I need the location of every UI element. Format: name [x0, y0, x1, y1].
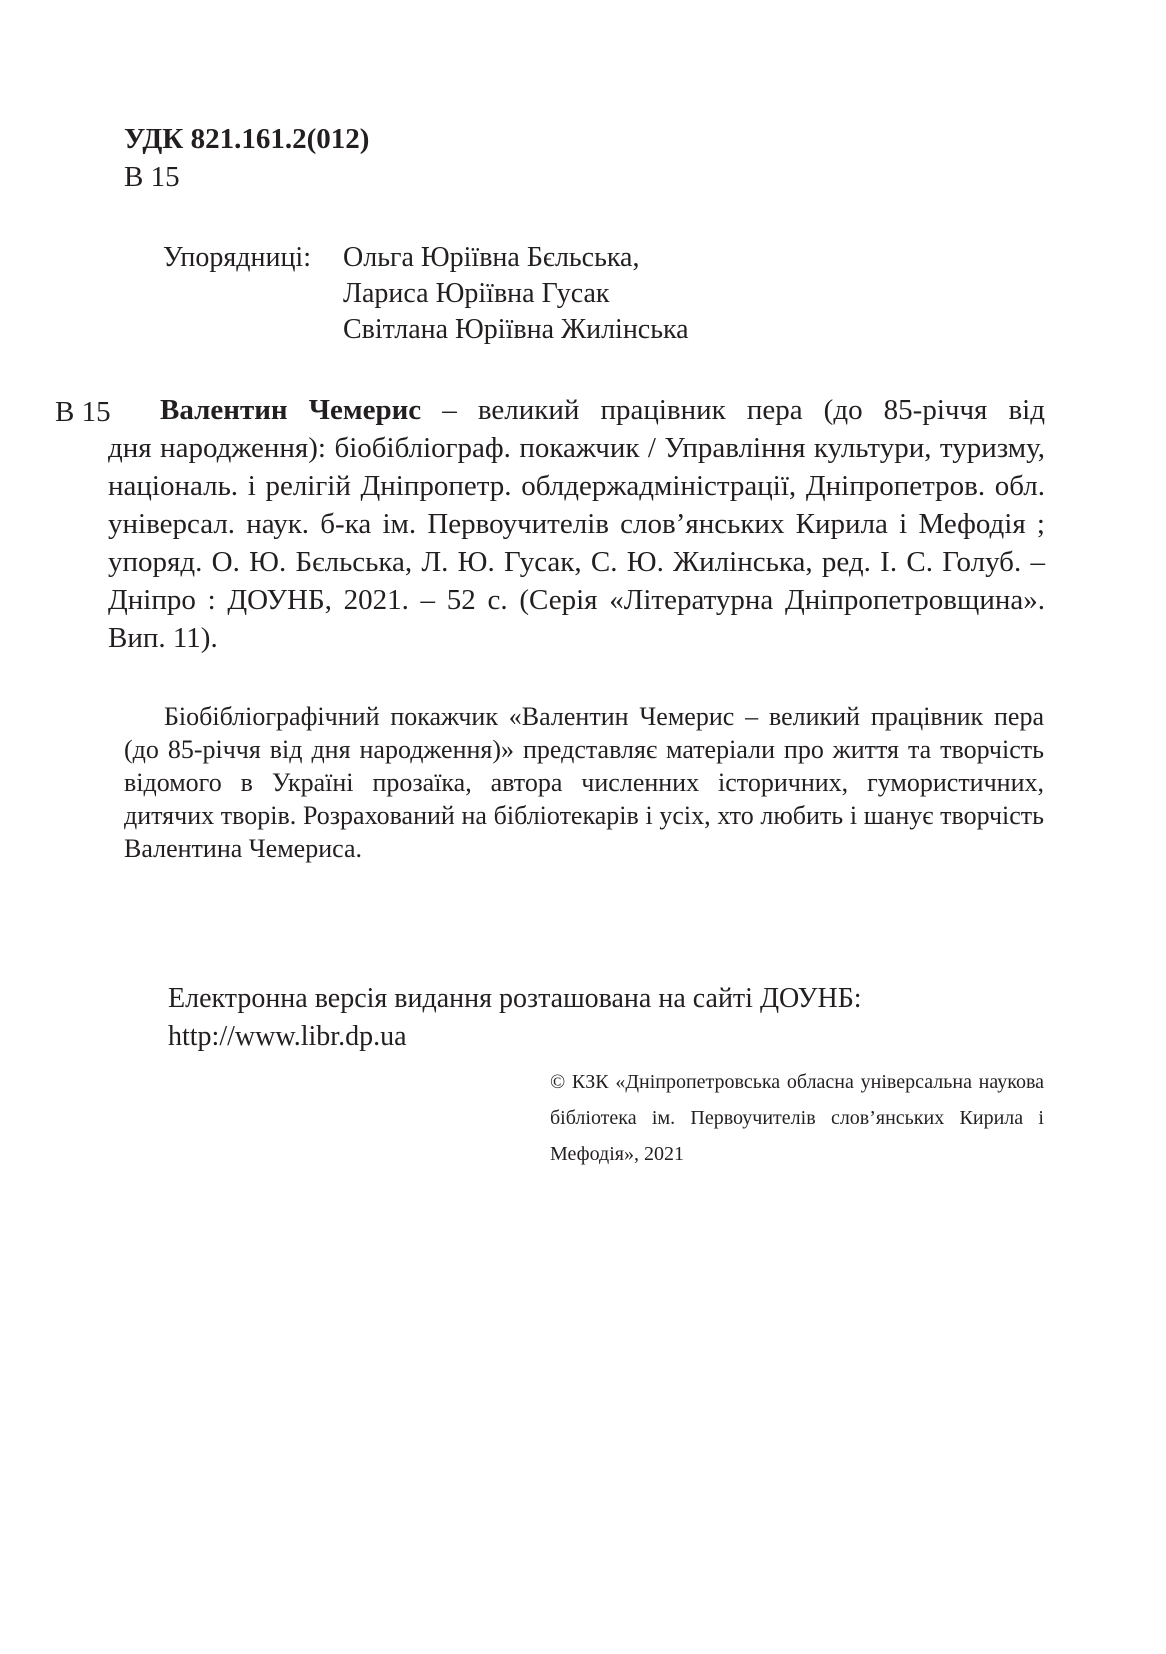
- compiler-name: Лариса Юріївна Гусак: [343, 278, 610, 309]
- record-body: дня народження): біобібліограф. покажчик / Управління культури, туризму, національ. і релігій Дніпропетр. облдержадміністрації, Дніпропетров. обл. універсал. наук. б-ка ім. Первоучителів слов’янських Кирила і Мефодія ; упоряд. О. Ю. Бєльська, Л. Ю. Гусак, С. Ю. Жилінська, ред. І. С. Голуб. – Дніпро : ДОУНБ, 2021. – 52 с. (Серія «Літературна Дніпропетровщина». Вип. 11).: [108, 432, 1045, 654]
- compilers-label: Упорядниці:: [163, 242, 311, 273]
- compiler-name: Ольга Юріївна Бєльська,: [343, 242, 640, 273]
- copyright-notice: © КЗК «Дніпропетровська обласна універсальна наукова бібліотека ім. Первоучителів слов’янських Кирила і Мефодія», 2021: [550, 1071, 1044, 1165]
- electronic-version-url[interactable]: http://www.libr.dp.ua: [168, 1021, 407, 1052]
- electronic-version-text: Електронна версія видання розташована на сайті ДОУНБ:: [168, 983, 862, 1014]
- electronic-version-block: [168, 980, 862, 1056]
- author-cipher: В 15: [124, 161, 180, 193]
- record-title: – великий працівник пера (до 85-річчя від: [421, 394, 1045, 426]
- annotation: Біобібліографічний покажчик «Валентин Чемерис – великий працівник пера (до 85-річчя від дня народження)» представляє матеріали про життя та творчість відомого в Україні прозаїка, автора численних історичних, гумористичних, дитячих творів. Розрахований на бібліотекарів і усіх, хто любить і шанує творчість Валентина Чемериса.: [124, 702, 1044, 863]
- record-cipher: В 15: [55, 396, 111, 428]
- compilers-names: [343, 240, 689, 348]
- udk-code: УДК 821.161.2(012): [124, 123, 370, 155]
- bibliographic-record: [55, 391, 1045, 657]
- udk-block: [124, 120, 369, 196]
- compilers-block: [163, 240, 689, 348]
- record-author: Валентин Чемерис: [160, 394, 422, 426]
- compiler-name: Світлана Юріївна Жилінська: [343, 314, 689, 345]
- record-title-line: [160, 391, 1045, 429]
